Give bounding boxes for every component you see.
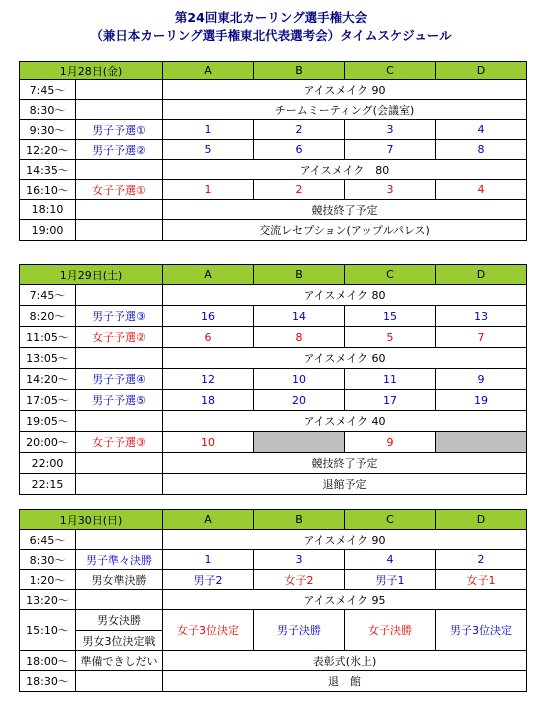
game-cell-d: 19 bbox=[436, 390, 527, 411]
time-cell: 7:45～ bbox=[20, 80, 76, 100]
sheet-header-c: C bbox=[345, 510, 436, 530]
game-cell-a: 1 bbox=[163, 120, 254, 140]
game-cell-b: 14 bbox=[254, 306, 345, 327]
event-cell bbox=[76, 453, 163, 474]
game-cell-b: 2 bbox=[254, 180, 345, 200]
game-cell-d: 女子1 bbox=[436, 570, 527, 590]
time-cell: 1:20～ bbox=[20, 570, 76, 590]
event-cell: 男子準々決勝 bbox=[76, 550, 163, 570]
time-cell: 22:00 bbox=[20, 453, 76, 474]
schedule-row bbox=[20, 550, 527, 570]
game-cell-d: 4 bbox=[436, 120, 527, 140]
span-cell: 競技終了予定 bbox=[163, 453, 527, 474]
time-cell: 8:30～ bbox=[20, 100, 76, 120]
game-cell-c: 3 bbox=[345, 180, 436, 200]
schedule-row bbox=[20, 327, 527, 348]
schedule-row bbox=[20, 432, 527, 453]
sheet-header-b: B bbox=[254, 510, 345, 530]
span-cell: アイスメイク 90 bbox=[163, 530, 527, 550]
schedule-row bbox=[20, 348, 527, 369]
event-cell bbox=[76, 474, 163, 495]
schedule-row bbox=[20, 100, 527, 120]
date-header: 1月28日(金) bbox=[20, 62, 163, 80]
schedule-table-day1 bbox=[19, 61, 527, 241]
time-cell: 6:45～ bbox=[20, 530, 76, 550]
time-cell: 22:15 bbox=[20, 474, 76, 495]
span-cell: アイスメイク 95 bbox=[163, 590, 527, 610]
schedule-row bbox=[20, 220, 527, 241]
date-header: 1月30日(日) bbox=[20, 510, 163, 530]
schedule-row bbox=[20, 285, 527, 306]
time-cell: 19:05～ bbox=[20, 411, 76, 432]
event-cell: 女子予選① bbox=[76, 180, 163, 200]
time-cell: 14:35～ bbox=[20, 160, 76, 180]
schedule-row bbox=[20, 369, 527, 390]
game-cell-c: 5 bbox=[345, 327, 436, 348]
time-cell: 16:10～ bbox=[20, 180, 76, 200]
event-cell bbox=[76, 285, 163, 306]
sheet-header-d: D bbox=[436, 265, 527, 285]
event-cell bbox=[76, 671, 163, 692]
schedule-row bbox=[20, 530, 527, 550]
game-cell-d: 8 bbox=[436, 140, 527, 160]
event-cell: 男女準決勝 bbox=[76, 570, 163, 590]
sheet-header-a: A bbox=[163, 510, 254, 530]
event-cell: 男子予選① bbox=[76, 120, 163, 140]
event-cell: 女子予選③ bbox=[76, 432, 163, 453]
schedule-row bbox=[20, 160, 527, 180]
time-cell: 18:30～ bbox=[20, 671, 76, 692]
schedule-table-day3 bbox=[19, 509, 527, 692]
event-cell: 準備できしだい bbox=[76, 651, 163, 671]
game-cell-d: 9 bbox=[436, 369, 527, 390]
game-cell-b-blocked bbox=[254, 432, 345, 453]
span-cell: アイスメイク 60 bbox=[163, 348, 527, 369]
game-cell-c: 3 bbox=[345, 120, 436, 140]
date-header: 1月29日(土) bbox=[20, 265, 163, 285]
schedule-row bbox=[20, 411, 527, 432]
game-cell-d-blocked bbox=[436, 432, 527, 453]
span-cell: アイスメイク 80 bbox=[163, 160, 527, 180]
game-cell-b: 3 bbox=[254, 550, 345, 570]
header-row bbox=[20, 510, 527, 530]
event-cell bbox=[76, 200, 163, 220]
schedule-row bbox=[20, 390, 527, 411]
sheet-header-d: D bbox=[436, 62, 527, 80]
event-cell bbox=[76, 160, 163, 180]
game-cell-d: 男子3位決定 bbox=[436, 610, 527, 651]
time-cell: 8:30～ bbox=[20, 550, 76, 570]
schedule-row bbox=[20, 80, 527, 100]
title-line-2: （兼日本カーリング選手権東北代表選考会）タイムスケジュール bbox=[90, 28, 452, 43]
game-cell-b: 女子2 bbox=[254, 570, 345, 590]
game-cell-b: 10 bbox=[254, 369, 345, 390]
sheet-header-a: A bbox=[163, 62, 254, 80]
game-cell-a: 1 bbox=[163, 550, 254, 570]
game-cell-c: 11 bbox=[345, 369, 436, 390]
game-cell-a: 5 bbox=[163, 140, 254, 160]
schedule-row bbox=[20, 200, 527, 220]
game-cell-c: 15 bbox=[345, 306, 436, 327]
event-cell: 男子予選⑤ bbox=[76, 390, 163, 411]
game-cell-b: 6 bbox=[254, 140, 345, 160]
event-cell bbox=[76, 411, 163, 432]
event-cell bbox=[76, 530, 163, 550]
game-cell-a: 6 bbox=[163, 327, 254, 348]
event-cell bbox=[76, 80, 163, 100]
game-cell-a: 10 bbox=[163, 432, 254, 453]
time-cell: 14:20～ bbox=[20, 369, 76, 390]
span-cell: 退館予定 bbox=[163, 474, 527, 495]
time-cell: 20:00～ bbox=[20, 432, 76, 453]
time-cell: 9:30～ bbox=[20, 120, 76, 140]
time-cell: 18:10 bbox=[20, 200, 76, 220]
schedule-row bbox=[20, 671, 527, 692]
game-cell-a: 16 bbox=[163, 306, 254, 327]
game-cell-c: 4 bbox=[345, 550, 436, 570]
event-cell-final: 男女決勝 bbox=[76, 610, 163, 631]
time-cell: 19:00 bbox=[20, 220, 76, 241]
game-cell-c: 17 bbox=[345, 390, 436, 411]
game-cell-a: 1 bbox=[163, 180, 254, 200]
span-cell: 表彰式(氷上) bbox=[163, 651, 527, 671]
schedule-row bbox=[20, 140, 527, 160]
sheet-header-c: C bbox=[345, 62, 436, 80]
time-cell: 13:05～ bbox=[20, 348, 76, 369]
sheet-header-b: B bbox=[254, 62, 345, 80]
event-cell: 男子予選④ bbox=[76, 369, 163, 390]
game-cell-a: 12 bbox=[163, 369, 254, 390]
title-line-1: 第24回東北カーリング選手権大会 bbox=[174, 10, 368, 25]
game-cell-c: 9 bbox=[345, 432, 436, 453]
game-cell-c: 女子決勝 bbox=[345, 610, 436, 651]
schedule-table-day2 bbox=[19, 264, 527, 495]
event-cell bbox=[76, 100, 163, 120]
schedule-row bbox=[20, 453, 527, 474]
sheet-header-d: D bbox=[436, 510, 527, 530]
span-cell: チームミーティング(会議室) bbox=[163, 100, 527, 120]
schedule-row bbox=[20, 590, 527, 610]
event-cell: 男子予選② bbox=[76, 140, 163, 160]
span-cell: アイスメイク 80 bbox=[163, 285, 527, 306]
schedule-row bbox=[20, 570, 527, 590]
event-cell bbox=[76, 590, 163, 610]
span-cell: 交流レセプション(アップルパレス) bbox=[163, 220, 527, 241]
time-cell: 11:05～ bbox=[20, 327, 76, 348]
schedule-row bbox=[20, 651, 527, 671]
event-cell bbox=[76, 220, 163, 241]
time-cell: 18:00～ bbox=[20, 651, 76, 671]
game-cell-a: 女子3位決定 bbox=[163, 610, 254, 651]
game-cell-d: 2 bbox=[436, 550, 527, 570]
game-cell-a: 18 bbox=[163, 390, 254, 411]
game-cell-a: 男子2 bbox=[163, 570, 254, 590]
game-cell-c: 7 bbox=[345, 140, 436, 160]
time-cell: 13:20～ bbox=[20, 590, 76, 610]
event-cell: 女子予選② bbox=[76, 327, 163, 348]
game-cell-b: 2 bbox=[254, 120, 345, 140]
span-cell: 競技終了予定 bbox=[163, 200, 527, 220]
span-cell: 退 館 bbox=[163, 671, 527, 692]
time-cell: 7:45～ bbox=[20, 285, 76, 306]
game-cell-d: 4 bbox=[436, 180, 527, 200]
game-cell-b: 8 bbox=[254, 327, 345, 348]
schedule-row bbox=[20, 180, 527, 200]
sheet-header-c: C bbox=[345, 265, 436, 285]
sheet-header-b: B bbox=[254, 265, 345, 285]
event-cell: 男子予選③ bbox=[76, 306, 163, 327]
event-cell bbox=[76, 348, 163, 369]
span-cell: アイスメイク 90 bbox=[163, 80, 527, 100]
sheet-header-a: A bbox=[163, 265, 254, 285]
game-cell-c: 男子1 bbox=[345, 570, 436, 590]
game-cell-d: 13 bbox=[436, 306, 527, 327]
time-cell: 15:10～ bbox=[20, 610, 76, 651]
time-cell: 17:05～ bbox=[20, 390, 76, 411]
schedule-row bbox=[20, 306, 527, 327]
header-row bbox=[20, 265, 527, 285]
game-cell-d: 7 bbox=[436, 327, 527, 348]
event-cell-third-place: 男女3位決定戦 bbox=[76, 631, 163, 651]
schedule-row bbox=[20, 120, 527, 140]
game-cell-b: 男子決勝 bbox=[254, 610, 345, 651]
span-cell: アイスメイク 40 bbox=[163, 411, 527, 432]
time-cell: 8:20～ bbox=[20, 306, 76, 327]
header-row bbox=[20, 62, 527, 80]
time-cell: 12:20～ bbox=[20, 140, 76, 160]
schedule-row bbox=[20, 474, 527, 495]
game-cell-b: 20 bbox=[254, 390, 345, 411]
schedule-row bbox=[20, 610, 527, 631]
